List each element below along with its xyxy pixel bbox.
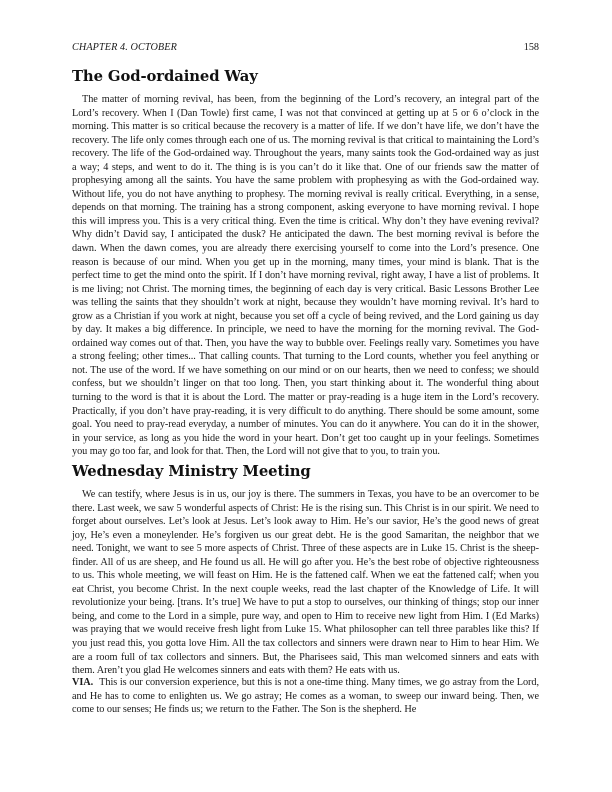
section-body-wednesday-ministry-meeting: [72, 488, 539, 678]
running-head: [72, 42, 539, 53]
runin-paragraph-block: [72, 676, 539, 717]
runin-text: This is our conversion experience, but this is not a one-time thing. Many times, we go astray from the Lord, and He has to come to enlighten us. We go astray; He comes as a woman, to sweep our inward being. Then, we come to our senses; He finds us; we return to the Father. The Son is the shepherd. He: [72, 677, 539, 716]
section-title-wednesday-ministry-meeting: Wednesday Ministry Meeting: [72, 463, 311, 480]
paragraph: We can testify, where Jesus is in us, our joy is there. The summers in Texas, you have to be an overcomer to be there. Last week, we saw 5 wonderful aspects of Christ: He is the rising sun. This Christ is in our spirit. We need to forget about ourselves. Let’s look at Jesus. Let’s look away to Him. He’s our savior, He’s the good news of great joy, He’s even a moneylender. He’s forgiven us our great debt. He is the good Samaritan, the neighbor that we need. Tonight, we want to see 5 more aspects of Christ. Three of these aspects are in Luke 15. Christ is the sheep-finder. All of us are sheep, and He found us all. He will go after you. He’s the best robe of objective righteousness to us. This whole meeting, we will feast on Him. He is the fattened calf. When we eat the fattened calf; when you eat Christ, you become Christ. In the next couple weeks, read the last chapter of the Knowledge of Life. It will revolutionize your being. [trans. It’s true] We have to put a stop to ourselves, our thinking of things; stop our inner being, and come to the Lord in a simple, pure way, and open to Him to receive new light from Him. I (Ed Marks) was praying that we would receive fresh light from Luke 15. What philosopher can tell three parables like this? If you just read this, you gotta love Him. All the tax collectors and sinners were drawn near to Him to hear Him. We are a room full of tax collectors and sinners. But, the Pharisees said, This man welcomed sinners and eats with them. Aren’t you glad He welcomes sinners and eats with them? He eats with us.: [72, 489, 539, 677]
section-title-god-ordained-way: The God-ordained Way: [72, 68, 258, 85]
runin-paragraph: [72, 676, 539, 717]
paragraph: The matter of morning revival, has been, from the beginning of the Lord’s recovery, an integral part of the Lord’s recovery. When I (Dan Towle) first came, I was not that convinced at getting up at 5 or 6 o’clock in the morning. This matter is so critical because the recovery is a matter of life. If we don’t have life, we don’t have the recovery. The life only comes through each one of us. The morning revival is that critical to maintaining the Lord’s recovery. The life of the God-ordained way. Throughout the years, many saints took the God-ordained way as just a way; 4 steps, and went to do it. The thing is is you can’t do it like that. One of our friends saw the matter of prophesying among all the saints. You have the same problem with prophesying as with the God-ordained way. Without life, you do not have anything to prophesy. The morning revival is really critical. Everything, in a sense, depends on that morning. The training has a strong component, asking everyone to have morning revival. I hope this will impress you. This is a very critical thing. Even the time is critical. Why don’t they have evening revival? Why didn’t David say, I anticipated the dusk? He anticipated the dawn. The best morning revival is before the dawn. When the dawn comes, you are already there exercising yourself to come into the Lord’s presence. One reason is because of our mind. When you get up in the morning, many times, your mind is blank. That is the perfect time to get the mind onto the spirit. If I don’t have morning revival, right away, I have a list of problems. It is me living; not Christ. The morning times, the beginning of each day is very critical. Basic Lessons Brother Lee was telling the saints that they shouldn’t work at night, because they wouldn’t have morning revival. It’s hard to grow as a Christian if you work at night, because you set off a cycle of being revived, and the Lord gaining us day by day. It makes a big difference. In principle, we need to have the morning for the morning revival. The God-ordained way comes out of that. Then, you have the way to bubble over. Feelings really vary. Sometimes you have a strong feeling; other times... That calling counts. That turning to the Lord counts, whether you feel anything or not. The use of the word. If we have something on our mind or on our hearts, then we need to confess; we should confess, but we shouldn’t linger on that too long. Then, you start thinking about it. The wonderful thing about turning to the word is that it is about the Lord. The matter or pray-reading is a huge item in the Lord’s recovery. Practically, if you don’t have pray-reading, it is very difficult to do anything. There should be some amount, some goal. You need to pray-read everyday, a number of minutes. You can do it anywhere. You can do it in the shower, in your service, as long as you hide the word in your heart. Don’t get too caught up in your feelings. Sometimes you may go too far, and look for that. Then, the Lord will not give that to you, to train you.: [72, 94, 539, 458]
section-body-god-ordained-way: [72, 93, 539, 459]
chapter-label: CHAPTER 4. OCTOBER: [72, 42, 177, 53]
runin-label: VIA.: [72, 677, 94, 688]
page-number: 158: [523, 42, 539, 53]
